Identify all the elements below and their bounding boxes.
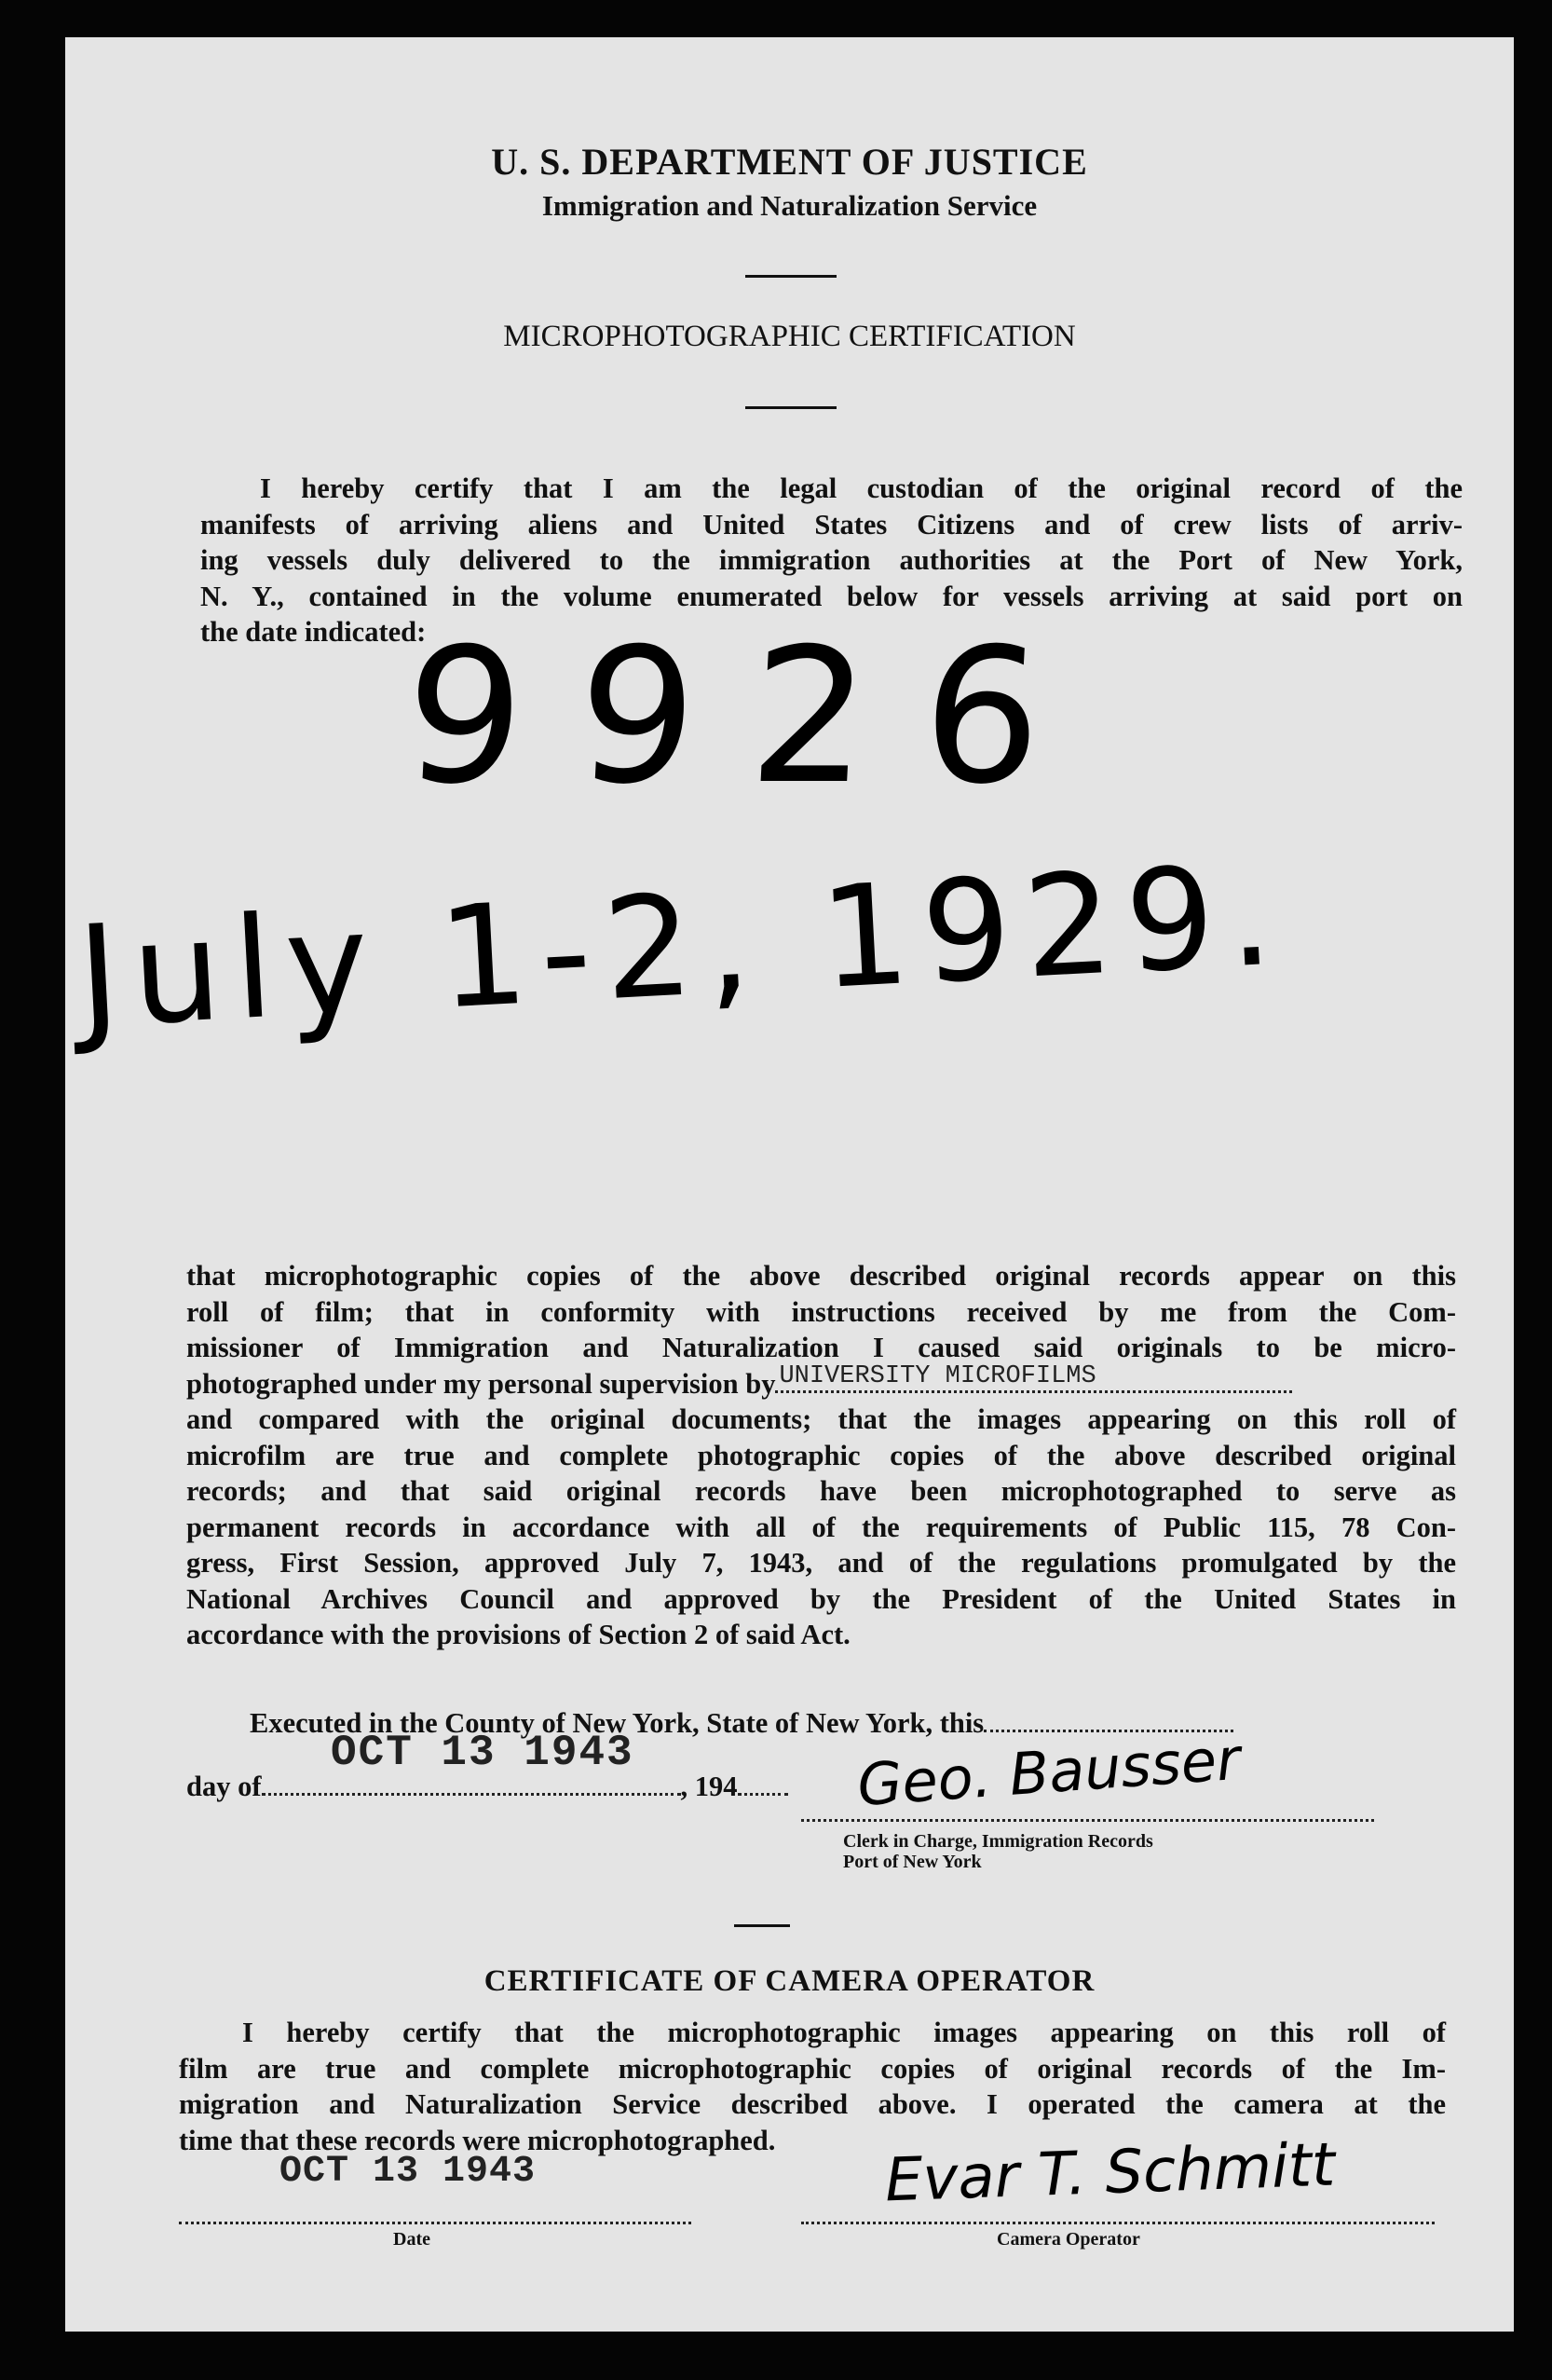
intro-line: ing vessels duly delivered to the immigration authorities at the Port of New York, (200, 544, 1463, 576)
month-field (262, 1774, 681, 1796)
certification-title: MICROPHOTOGRAPHIC CERTIFICATION (503, 320, 1076, 353)
supervisor-field (775, 1361, 1292, 1393)
operator-signature-line (801, 2218, 1435, 2224)
camera-line: film are true and complete microphotographic copies of original records of the Im- (179, 2052, 1446, 2085)
day-of-label: day of (186, 1771, 262, 1802)
body-line: records; and that said original records have been microphotographed to serve as (186, 1475, 1456, 1507)
camera-operator-signature: Evar T. Schmitt (883, 2130, 1337, 2216)
camera-date-stamp: OCT 13 1943 (279, 2151, 537, 2193)
day-of-line (186, 1769, 788, 1805)
certificate-page (65, 37, 1514, 2332)
intro-line: manifests of arriving aliens and United States Citizens and of crew lists of arriv- (200, 508, 1463, 540)
camera-certificate-title: CERTIFICATE OF CAMERA OPERATOR (483, 1964, 1096, 1998)
camera-line: I hereby certify that the microphotographic images appearing on this roll of (242, 2017, 1446, 2048)
supervisor-typed-name: UNIVERSITY MICROFILMS (779, 1361, 1096, 1390)
body-line: microfilm are true and complete photographic copies of the above described original (186, 1439, 1456, 1471)
handwritten-date: July 1-2, 1929. (74, 834, 1289, 1060)
date-stamp: OCT 13 1943 (331, 1729, 634, 1777)
intro-line: I hereby certify that I am the legal custodian of the original record of the (260, 472, 1463, 504)
executed-text: Executed in the County of New York, State of New York, this (250, 1707, 985, 1739)
divider (745, 275, 837, 278)
camera-line: time that these records were microphotographed. (179, 2124, 776, 2156)
department-heading: U. S. DEPARTMENT OF JUSTICE (491, 141, 1088, 183)
year-field (738, 1774, 788, 1796)
service-subheading: Immigration and Naturalization Service (541, 189, 1038, 222)
clerk-signature: Geo. Bausser (854, 1724, 1243, 1820)
date-label: Date (393, 2229, 430, 2250)
intro-line: N. Y., contained in the volume enumerated below for vessels arriving at said port on (200, 580, 1463, 612)
body-line: accordance with the provisions of Section 2 of said Act. (186, 1619, 851, 1650)
body-line: that microphotographic copies of the above described original records appear on this (186, 1260, 1456, 1292)
date-line (179, 2218, 691, 2224)
body-line: gress, First Session, approved July 7, 1943, and of the regulations promulgated by the (186, 1547, 1456, 1579)
divider (745, 406, 837, 409)
body-line: roll of film; that in conformity with instructions received by me from the Com- (186, 1295, 1456, 1328)
year-prefix: , 194 (680, 1771, 738, 1802)
clerk-signature-line (801, 1815, 1374, 1822)
divider (734, 1924, 790, 1927)
clerk-title-line: Port of New York (843, 1852, 982, 1872)
clerk-title (843, 1831, 1153, 1872)
camera-line: migration and Naturalization Service described above. I operated the camera at the (179, 2088, 1446, 2120)
handwritten-volume-number: 9926 (399, 609, 1102, 826)
supervision-text: photographed under my personal supervision by (186, 1367, 776, 1400)
operator-label: Camera Operator (997, 2229, 1140, 2250)
body-line: and compared with the original documents; that the images appearing on this roll of (186, 1403, 1456, 1435)
body-line: permanent records in accordance with all of the requirements of Public 115, 78 Con- (186, 1511, 1456, 1543)
clerk-title-line: Clerk in Charge, Immigration Records (843, 1831, 1153, 1852)
body-line: National Archives Council and approved by the President of the United States in (186, 1582, 1456, 1615)
body-line: missioner of Immigration and Naturalization I caused said originals to be micro- (186, 1332, 1456, 1363)
intro-line: the date indicated: (200, 616, 427, 648)
body-line (186, 1361, 1456, 1402)
body-paragraph (186, 1258, 1456, 1653)
